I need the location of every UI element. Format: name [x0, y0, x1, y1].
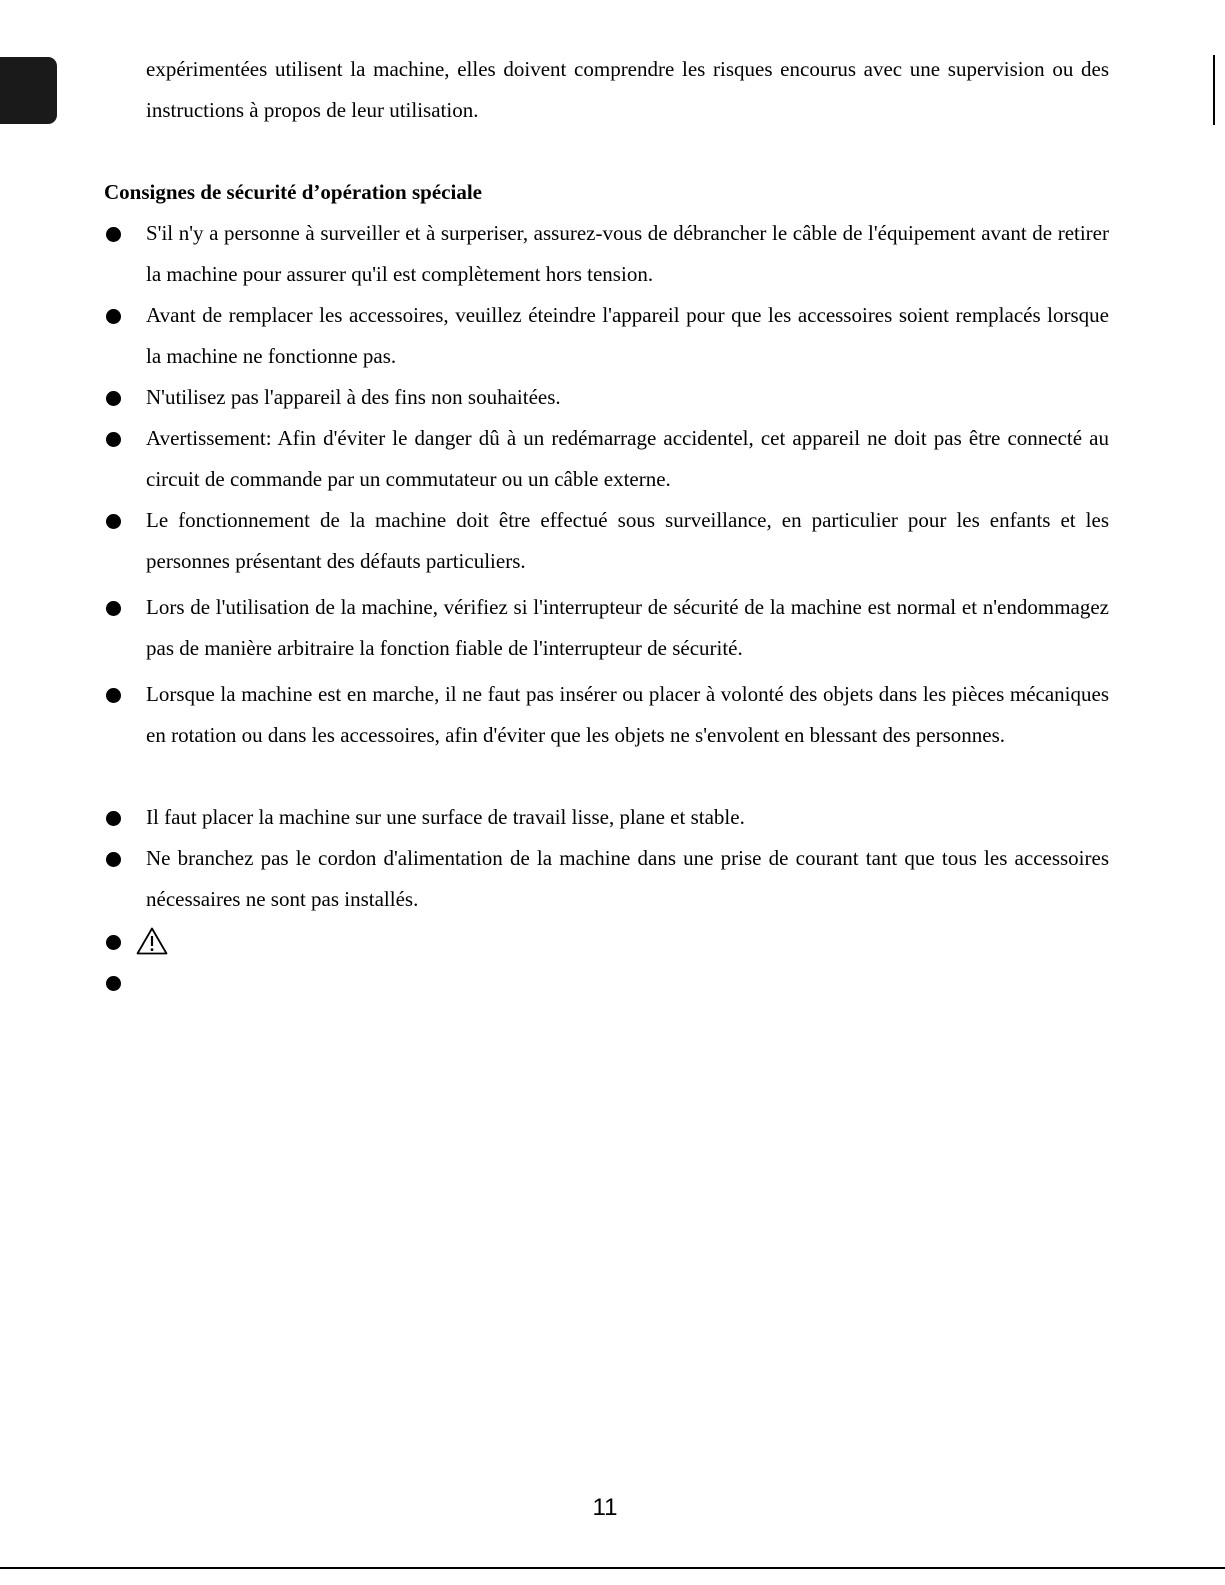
bullet-dot-icon: [106, 309, 121, 324]
list-item: [104, 377, 1109, 418]
list-item: [104, 500, 1109, 582]
page-edge-line: [1213, 55, 1215, 125]
bullet-dot-icon: [106, 935, 121, 950]
chapter-tab-marker: [0, 57, 57, 124]
list-item: [104, 838, 1109, 920]
bottom-rule: [0, 1567, 1225, 1569]
list-item: [104, 587, 1109, 669]
bullet-dot-icon: [106, 852, 121, 867]
list-item: [104, 418, 1109, 500]
bullet-dot-icon: [106, 432, 121, 447]
bullet-dot-icon: [106, 227, 121, 242]
section-heading: Consignes de sécurité d’opération spéciale: [104, 180, 482, 204]
list-item: [104, 295, 1109, 377]
bullet-dot-icon: [106, 688, 121, 703]
bullet-text: Il faut placer la machine sur une surface de travail lisse, plane et stable.: [146, 805, 745, 829]
bullet-text: Avertissement: Afin d'éviter le danger dû à un redémarrage accidentel, cet appareil ne doit pas être connecté au circuit de commande par un commutateur ou un câble externe.: [146, 426, 1109, 491]
bullet-text: Lorsque la machine est en marche, il ne faut pas insérer ou placer à volonté des objets dans les pièces mécaniques en rotation ou dans les accessoires, afin d'éviter que les objets ne s'envolent en blessant des personnes.: [146, 682, 1109, 747]
bullet-dot-icon: [106, 811, 121, 826]
bullet-text: Lors de l'utilisation de la machine, vérifiez si l'interrupteur de sécurité de la machine est normal et n'endommagez pas de manière arbitraire la fonction fiable de l'interrupteur de sécurité.: [146, 595, 1109, 660]
bullet-dot-icon: [106, 601, 121, 616]
bullet-text: S'il n'y a personne à surveiller et à surperiser, assurez-vous de débrancher le câble de l'équipement avant de retirer la machine pour assurer qu'il est complètement hors tension.: [146, 221, 1109, 286]
bullet-dot-icon: [106, 976, 121, 991]
bullet-text: Ne branchez pas le cordon d'alimentation de la machine dans une prise de courant tant que tous les accessoires nécessaires ne sont pas installés.: [146, 846, 1109, 911]
list-item: [104, 797, 1109, 838]
list-item: [104, 213, 1109, 295]
page-number: 11: [592, 1494, 618, 1521]
bullet-dot-icon: [106, 391, 121, 406]
list-item-warning: [104, 921, 1109, 962]
bullet-text: N'utilisez pas l'appareil à des fins non souhaitées.: [146, 385, 561, 409]
bullet-dot-icon: [106, 514, 121, 529]
bullet-text: Le fonctionnement de la machine doit être effectué sous surveillance, en particulier pour les enfants et les personnes présentant des défauts particuliers.: [146, 508, 1109, 573]
warning-triangle-icon: [136, 927, 168, 955]
list-item-empty: [104, 962, 1109, 1003]
list-item: [104, 674, 1109, 797]
intro-paragraph: expérimentées utilisent la machine, elles doivent comprendre les risques encourus avec une supervision ou des instructions à propos de leur utilisation.: [146, 57, 1109, 122]
bullet-text: Avant de remplacer les accessoires, veuillez éteindre l'appareil pour que les accessoires soient remplacés lorsque la machine ne fonctionne pas.: [146, 303, 1109, 368]
